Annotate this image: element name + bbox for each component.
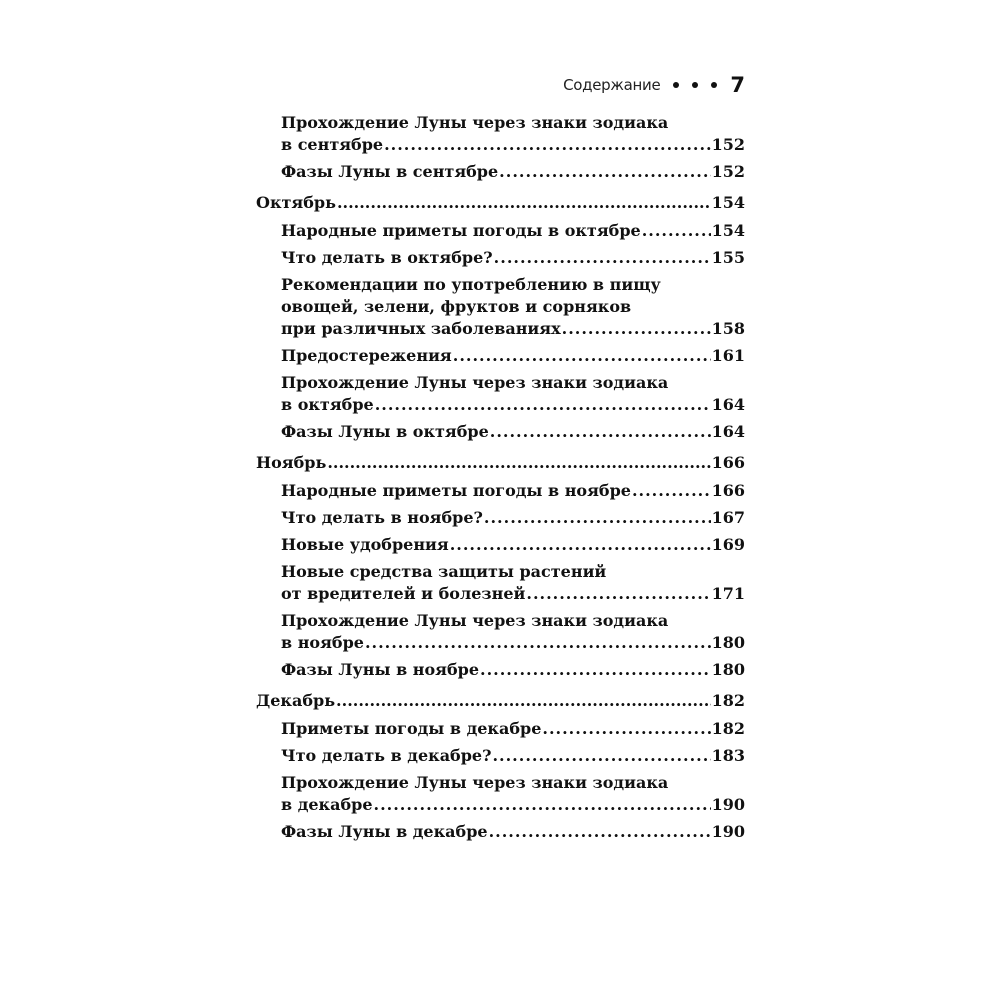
- toc-page-number: 183: [711, 746, 745, 765]
- toc-entry-title: при различных заболеваниях: [281, 319, 561, 338]
- toc-chapter-entry: [256, 690, 745, 712]
- toc-entry: [256, 220, 745, 242]
- dot-leader: [384, 134, 711, 156]
- toc-entry-title: Что делать в декабре?: [281, 746, 492, 765]
- dot-leader: [542, 718, 710, 740]
- toc-entry-title: в декабре: [281, 795, 373, 814]
- toc-entry: [256, 610, 745, 654]
- toc-entry-title: от вредителей и болезней: [281, 584, 526, 603]
- toc-page-number: 190: [711, 822, 745, 841]
- running-head-bullets: [673, 82, 717, 88]
- toc-entry-title: Приметы погоды в декабре: [281, 719, 542, 738]
- toc-entry-line: Прохождение Луны через знаки зодиака: [281, 611, 669, 630]
- toc-entry-last-line: [281, 318, 745, 340]
- toc-entry: [256, 561, 745, 605]
- dot-leader: [336, 690, 711, 712]
- toc-entry: [256, 745, 745, 767]
- toc-entry-title: в октябре: [281, 395, 374, 414]
- toc-entry-last-line: [256, 452, 745, 474]
- toc-entry-last-line: [281, 794, 745, 816]
- dot-leader: [327, 452, 710, 474]
- bullet-icon: [692, 82, 698, 88]
- running-head: [256, 70, 745, 100]
- toc-entry: [256, 718, 745, 740]
- toc-entry-line: Новые средства защиты растений: [281, 562, 607, 581]
- toc-entry-line: овощей, зелени, фруктов и сорняков: [281, 297, 632, 316]
- toc-page-number: 182: [711, 691, 745, 710]
- toc-entry-last-line: [281, 534, 745, 556]
- toc-entry: [256, 659, 745, 681]
- toc-page-number: 154: [711, 193, 745, 212]
- dot-leader: [489, 821, 711, 843]
- toc-chapter-entry: [256, 452, 745, 474]
- toc-page-number: 161: [711, 346, 745, 365]
- toc-entry-title: Фазы Луны в декабре: [281, 822, 488, 841]
- dot-leader: [365, 632, 711, 654]
- toc-entry-title: Что делать в ноябре?: [281, 508, 483, 527]
- toc-entry-last-line: [281, 745, 745, 767]
- table-of-contents: [256, 112, 745, 843]
- toc-page-number: 152: [711, 135, 745, 154]
- toc-entry: [256, 345, 745, 367]
- page-number: 7: [730, 73, 745, 97]
- toc-entry-title: в сентябре: [281, 135, 384, 154]
- toc-entry-last-line: [281, 247, 745, 269]
- toc-entry-line: Рекомендации по употреблению в пищу: [281, 275, 661, 294]
- running-head-title: Содержание: [563, 76, 661, 94]
- toc-entry-last-line: [256, 192, 745, 214]
- toc-entry: [256, 480, 745, 502]
- toc-entry-line: Прохождение Луны через знаки зодиака: [281, 373, 669, 392]
- toc-entry-title: Фазы Луны в ноябре: [281, 660, 480, 679]
- dot-leader: [562, 318, 711, 340]
- toc-entry-last-line: [281, 632, 745, 654]
- toc-entry: [256, 372, 745, 416]
- toc-entry-line: Прохождение Луны через знаки зодиака: [281, 773, 669, 792]
- toc-page-number: 166: [711, 481, 745, 500]
- bullet-icon: [673, 82, 679, 88]
- toc-entry-last-line: [281, 659, 745, 681]
- toc-entry-title: Народные приметы погоды в октябре: [281, 221, 641, 240]
- toc-entry: [256, 772, 745, 816]
- toc-entry-title: Предостережения: [281, 346, 452, 365]
- dot-leader: [492, 745, 710, 767]
- toc-entry-last-line: [281, 421, 745, 443]
- toc-page-number: 180: [711, 633, 745, 652]
- toc-entry: [256, 112, 745, 156]
- dot-leader: [375, 394, 711, 416]
- toc-entry-last-line: [281, 161, 745, 183]
- toc-entry: [256, 534, 745, 556]
- toc-entry: [256, 161, 745, 183]
- book-page: [256, 70, 745, 848]
- toc-entry-title: Октябрь: [256, 193, 336, 212]
- toc-page-number: 182: [711, 719, 745, 738]
- toc-page-number: 164: [711, 395, 745, 414]
- dot-leader: [337, 192, 711, 214]
- toc-entry-title: Народные приметы погоды в ноябре: [281, 481, 631, 500]
- toc-entry-last-line: [281, 134, 745, 156]
- toc-entry-line: Прохождение Луны через знаки зодиака: [281, 113, 669, 132]
- toc-entry: [256, 247, 745, 269]
- toc-page-number: 166: [711, 453, 745, 472]
- dot-leader: [450, 534, 711, 556]
- toc-entry-title: в ноябре: [281, 633, 364, 652]
- toc-entry: [256, 507, 745, 529]
- toc-page-number: 167: [711, 508, 745, 527]
- toc-page-number: 152: [711, 162, 745, 181]
- dot-leader: [453, 345, 711, 367]
- dot-leader: [632, 480, 711, 502]
- toc-entry-last-line: [256, 690, 745, 712]
- toc-page-number: 180: [711, 660, 745, 679]
- toc-entry-last-line: [281, 821, 745, 843]
- dot-leader: [490, 421, 711, 443]
- toc-entry-last-line: [281, 394, 745, 416]
- dot-leader: [484, 507, 711, 529]
- toc-page-number: 171: [711, 584, 745, 603]
- toc-entry-title: Декабрь: [256, 691, 336, 710]
- toc-entry-last-line: [281, 507, 745, 529]
- toc-entry-title: Что делать в октябре?: [281, 248, 493, 267]
- toc-entry-last-line: [281, 480, 745, 502]
- dot-leader: [480, 659, 711, 681]
- bullet-icon: [711, 82, 717, 88]
- dot-leader: [494, 247, 711, 269]
- dot-leader: [499, 161, 710, 183]
- dot-leader: [374, 794, 711, 816]
- toc-entry: [256, 421, 745, 443]
- toc-chapter-entry: [256, 192, 745, 214]
- dot-leader: [642, 220, 711, 242]
- toc-entry-title: Новые удобрения: [281, 535, 449, 554]
- toc-entry-last-line: [281, 583, 745, 605]
- toc-entry: [256, 821, 745, 843]
- dot-leader: [526, 583, 710, 605]
- toc-entry-last-line: [281, 345, 745, 367]
- toc-page-number: 169: [711, 535, 745, 554]
- toc-entry-last-line: [281, 220, 745, 242]
- toc-page-number: 190: [711, 795, 745, 814]
- toc-page-number: 158: [711, 319, 745, 338]
- toc-entry-title: Фазы Луны в октябре: [281, 422, 489, 441]
- toc-page-number: 155: [711, 248, 745, 267]
- toc-entry-title: Ноябрь: [256, 453, 327, 472]
- toc-entry-title: Фазы Луны в сентябре: [281, 162, 499, 181]
- toc-page-number: 164: [711, 422, 745, 441]
- toc-entry: [256, 274, 745, 340]
- toc-entry-last-line: [281, 718, 745, 740]
- toc-page-number: 154: [711, 221, 745, 240]
